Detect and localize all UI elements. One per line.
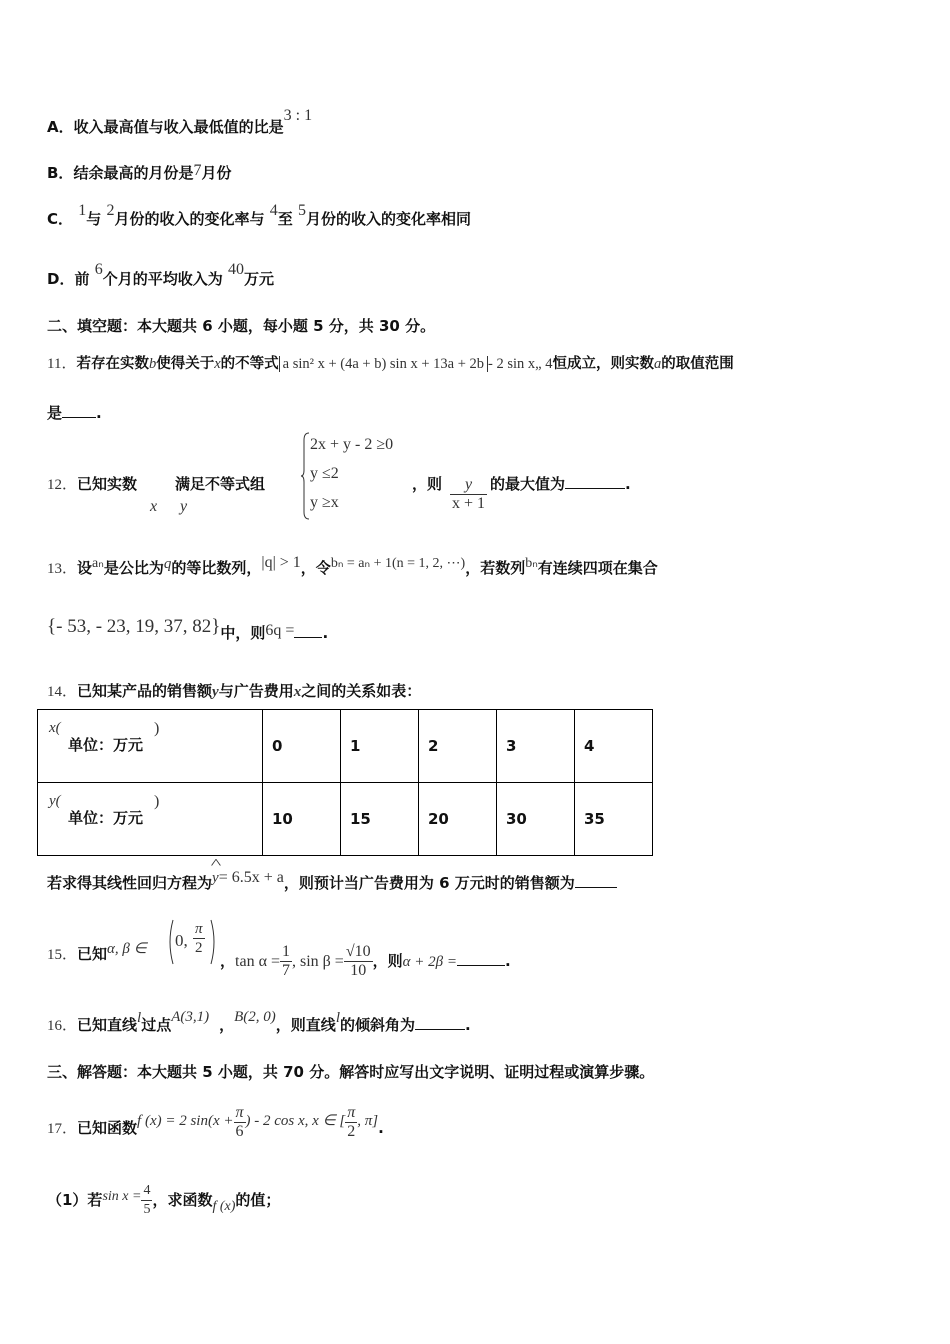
q16-var-l-2: l — [335, 1010, 340, 1026]
option-c-math-4: 5 — [298, 202, 306, 219]
question-13 — [47, 554, 658, 578]
question-13-number: 13． — [47, 561, 78, 577]
q15-interval-left: 0, — [175, 931, 188, 950]
q13-text-3: 的等比数列， — [171, 559, 262, 577]
q16-point-b: B(2, 0) — [234, 1009, 276, 1025]
option-c-math-1: 1 — [78, 202, 87, 219]
q12-text-4: 的最大值为 — [490, 475, 566, 493]
option-d-math-1: 6 — [94, 261, 103, 278]
table-cell: 20 — [419, 783, 497, 856]
q12-fraction-numerator: y — [450, 476, 487, 495]
q12-constraint-3: y ≥x — [310, 494, 339, 511]
question-15 — [47, 943, 147, 964]
q12-var-x: x — [150, 498, 158, 515]
q14-text-5: ，则预计当广告费用为 6 万元时的销售额为 — [283, 874, 575, 892]
q15-seven: 7 — [281, 962, 290, 979]
q13-set: {- 53, - 23, 19, 37, 82} — [47, 616, 221, 637]
q12-constraint-1: 2x + y - 2 ≥0 — [310, 436, 394, 453]
option-d — [47, 261, 274, 289]
q13-definition: bₙ = aₙ + 1(n = 1, 2, ⋯) — [330, 556, 466, 571]
option-a-text: 收入最高值与收入最低值的比是 — [73, 118, 284, 136]
q15-frac-sqrt10 — [344, 943, 373, 980]
answer-blank[interactable] — [575, 875, 617, 888]
table-cell: 3 — [497, 710, 575, 783]
q16-var-l: l — [137, 1010, 142, 1026]
option-b — [47, 162, 231, 183]
q16-end: . — [465, 1016, 471, 1034]
q16-point-a: A(3,1) — [171, 1009, 210, 1025]
q17-1-five: 5 — [143, 1202, 151, 1217]
table-cell: 2 — [419, 710, 497, 783]
option-a-math: 3 : 1 — [283, 107, 313, 124]
table-cell: 35 — [575, 783, 653, 856]
table-header-cell — [38, 783, 263, 856]
option-c-text-4: 月份的收入的变化率相同 — [306, 210, 472, 228]
option-c-math-2: 2 — [106, 202, 115, 219]
q15-two: 2 — [195, 940, 203, 956]
answer-blank[interactable] — [457, 953, 505, 966]
question-16-number: 16． — [47, 1018, 78, 1034]
data-table — [37, 709, 653, 856]
option-a — [47, 107, 313, 137]
option-b-label: B． — [47, 164, 74, 182]
q13-text-2: 是公比为 — [103, 559, 164, 577]
answer-blank[interactable] — [565, 476, 625, 489]
q15-end: . — [504, 952, 511, 970]
question-14 — [47, 680, 421, 701]
q13-sequence-b: bₙ — [525, 556, 538, 571]
q17-1-text-1: ，求函数 — [152, 1191, 213, 1209]
q12-constraint-2: y ≤2 — [310, 465, 339, 482]
q12-var-y: y — [180, 498, 188, 515]
question-15-number: 15． — [47, 947, 78, 963]
answer-blank[interactable] — [294, 625, 322, 638]
q12-fraction — [450, 476, 487, 513]
q14-text-2: 与广告费用 — [218, 682, 294, 700]
q16-text-3: ，则直线 — [275, 1016, 336, 1034]
option-b-text-end: 月份 — [201, 164, 232, 182]
table-cell: 4 — [575, 710, 653, 783]
q14-equation: = 6.5x + a — [218, 869, 284, 886]
q17-end: . — [378, 1119, 384, 1137]
q17-frac-pi-2 — [345, 1104, 357, 1141]
q13-end: . — [322, 624, 329, 642]
q13-text-1: 设 — [77, 559, 93, 577]
q12-tail-2: 的最大值为 . — [490, 475, 631, 493]
q15-ten: 10 — [350, 962, 367, 979]
option-b-text: 结余最高的月份是 — [73, 164, 194, 182]
q17-1-text-2: 的值； — [235, 1191, 281, 1209]
option-d-math-2: 40 — [227, 261, 244, 278]
q11-text-4: 恒成立，则实数 — [552, 356, 654, 372]
question-17-part-1 — [47, 1182, 280, 1219]
q15-sqrt10: √10 — [345, 943, 371, 960]
q15-interval-frac — [193, 920, 205, 957]
table-row2-var: y( — [49, 793, 61, 809]
q11-text-1: 若存在实数 — [76, 356, 149, 372]
q11-inequality: a sin² x + (4a + b) sin x + 13a + 2b — [279, 356, 488, 372]
q15-condition: α, β ∈ — [107, 941, 147, 957]
option-b-math: 7 — [193, 162, 202, 179]
q15-interval — [166, 918, 218, 966]
q13-expression: 6q = — [265, 622, 295, 639]
q17-function-part-1: f (x) = 2 sin(x + — [137, 1113, 234, 1129]
option-d-text-3: 万元 — [243, 270, 274, 288]
q13-text-5: ，若数列 — [465, 559, 526, 577]
question-17-number: 17． — [47, 1121, 78, 1137]
question-17 — [47, 1104, 384, 1147]
question-11-line-2: 是 . — [47, 404, 102, 422]
q11-inequality-tail: - 2 sin x„ 4 — [488, 356, 553, 372]
q16-text-2: 过点 — [141, 1016, 172, 1034]
q16-sep: ， — [219, 1016, 235, 1034]
question-14-number: 14． — [47, 684, 78, 700]
q11-text-2: 使得关于 — [156, 356, 215, 372]
table-row — [38, 710, 653, 783]
question-13-line-2 — [47, 616, 329, 644]
q13-condition: |q| > 1 — [261, 554, 301, 571]
q14-yhat: ^ y — [212, 870, 219, 887]
q11-var-x: x — [214, 356, 221, 372]
q15-tan: tan α = — [235, 953, 280, 970]
q17-six: 6 — [235, 1123, 244, 1140]
q13-text-6: 有连续四项在集合 — [537, 559, 658, 577]
q15-text-1: 已知 — [77, 945, 108, 963]
q13-sequence-a: aₙ — [92, 556, 104, 571]
option-c-text-1: 与 — [86, 210, 102, 228]
table-row1-close: ) — [154, 720, 160, 737]
q12-text-1: 已知实数 — [77, 475, 138, 493]
table-header-cell — [38, 710, 263, 783]
option-c-math-3: 4 — [269, 202, 278, 219]
q17-1-fx: f (x) — [212, 1199, 236, 1214]
q15-mid — [220, 943, 511, 980]
q13-var-q: q — [163, 556, 172, 572]
table-row2-close: ) — [154, 793, 160, 810]
q12-fraction-denominator: x + 1 — [452, 495, 486, 512]
q17-two: 2 — [347, 1123, 356, 1140]
answer-blank[interactable] — [62, 405, 96, 418]
q13-text-4: ，令 — [300, 559, 331, 577]
q14-text-1: 已知某产品的销售额 — [77, 682, 213, 700]
section-2-heading: 二、填空题：本大题共 6 小题，每小题 5 分，共 30 分。 — [47, 317, 436, 335]
q14-text-3: 之间的关系如表： — [301, 682, 422, 700]
option-c-text-2: 月份的收入的变化率与 — [114, 210, 265, 228]
q12-text-2: 满足不等式组 — [175, 475, 266, 493]
q14-text-4: 若求得其线性回归方程为 — [47, 874, 213, 892]
option-a-label: A． — [47, 118, 74, 136]
question-12-number: 12． — [47, 477, 78, 493]
question-11-number: 11． — [47, 356, 77, 372]
q15-frac-1-7 — [280, 943, 292, 980]
q15-text-3: ，则 — [372, 952, 403, 970]
q15-one: 1 — [281, 943, 290, 960]
question-12 — [47, 473, 265, 494]
table-row1-unit: 单位：万元 — [68, 736, 144, 754]
q15-expression: α + 2β = — [402, 954, 457, 970]
q12-text-3: ，则 — [412, 475, 443, 493]
q17-1-four: 4 — [141, 1182, 152, 1201]
table-cell: 10 — [263, 783, 341, 856]
table-row2-unit: 单位：万元 — [68, 809, 144, 827]
table-cell: 15 — [341, 783, 419, 856]
option-d-label: D． — [47, 270, 75, 288]
question-16 — [47, 1009, 471, 1035]
question-14-line-2 — [47, 869, 617, 893]
question-11 — [47, 352, 734, 373]
q11-var-a: a — [653, 356, 662, 372]
table-cell: 0 — [263, 710, 341, 783]
q14-var-y: y — [212, 684, 219, 700]
q15-pi: π — [195, 921, 203, 937]
q17-pi: π — [235, 1104, 244, 1121]
section-3-heading: 三、解答题：本大题共 5 小题，共 70 分。解答时应写出文字说明、证明过程或演算步骤。 — [47, 1063, 655, 1081]
q12-tail — [412, 473, 442, 494]
q13-text-7: 中，则 — [220, 624, 266, 642]
q16-text-1: 已知直线 — [77, 1016, 138, 1034]
q15-sin: , sin β = — [291, 953, 344, 970]
q12-system-brace — [300, 432, 310, 520]
q17-function-part-2: ) - 2 cos x, x ∈ [ — [245, 1113, 346, 1129]
table-row — [38, 783, 653, 856]
table-cell: 1 — [341, 710, 419, 783]
answer-blank[interactable] — [415, 1017, 465, 1030]
q11-text-3: 的不等式 — [220, 356, 279, 372]
q11-var-b: b — [148, 356, 157, 372]
option-d-text-2: 个月的平均收入为 — [102, 270, 223, 288]
q16-text-4: 的倾斜角为 — [339, 1016, 415, 1034]
option-d-text-1: 前 — [74, 270, 90, 288]
option-c — [47, 202, 472, 229]
q17-pi-2: π — [347, 1104, 356, 1121]
q15-text-2: ， — [220, 952, 236, 970]
q17-1-label: （1）若 — [47, 1191, 103, 1209]
q14-var-x: x — [293, 684, 302, 700]
q17-function-part-3: , π] — [357, 1113, 379, 1129]
option-c-text-3: 至 — [277, 210, 293, 228]
option-c-label: C． — [47, 210, 74, 228]
table-row1-var: x( — [49, 720, 61, 736]
q17-1-frac — [141, 1182, 152, 1219]
q17-1-sin: sin x = — [102, 1189, 142, 1204]
q11-text-5: 的取值范围 — [661, 356, 734, 372]
q11-line2-text: 是 — [47, 404, 63, 422]
q17-text-1: 已知函数 — [77, 1119, 138, 1137]
table-cell: 30 — [497, 783, 575, 856]
q17-frac-pi-6 — [234, 1104, 246, 1141]
